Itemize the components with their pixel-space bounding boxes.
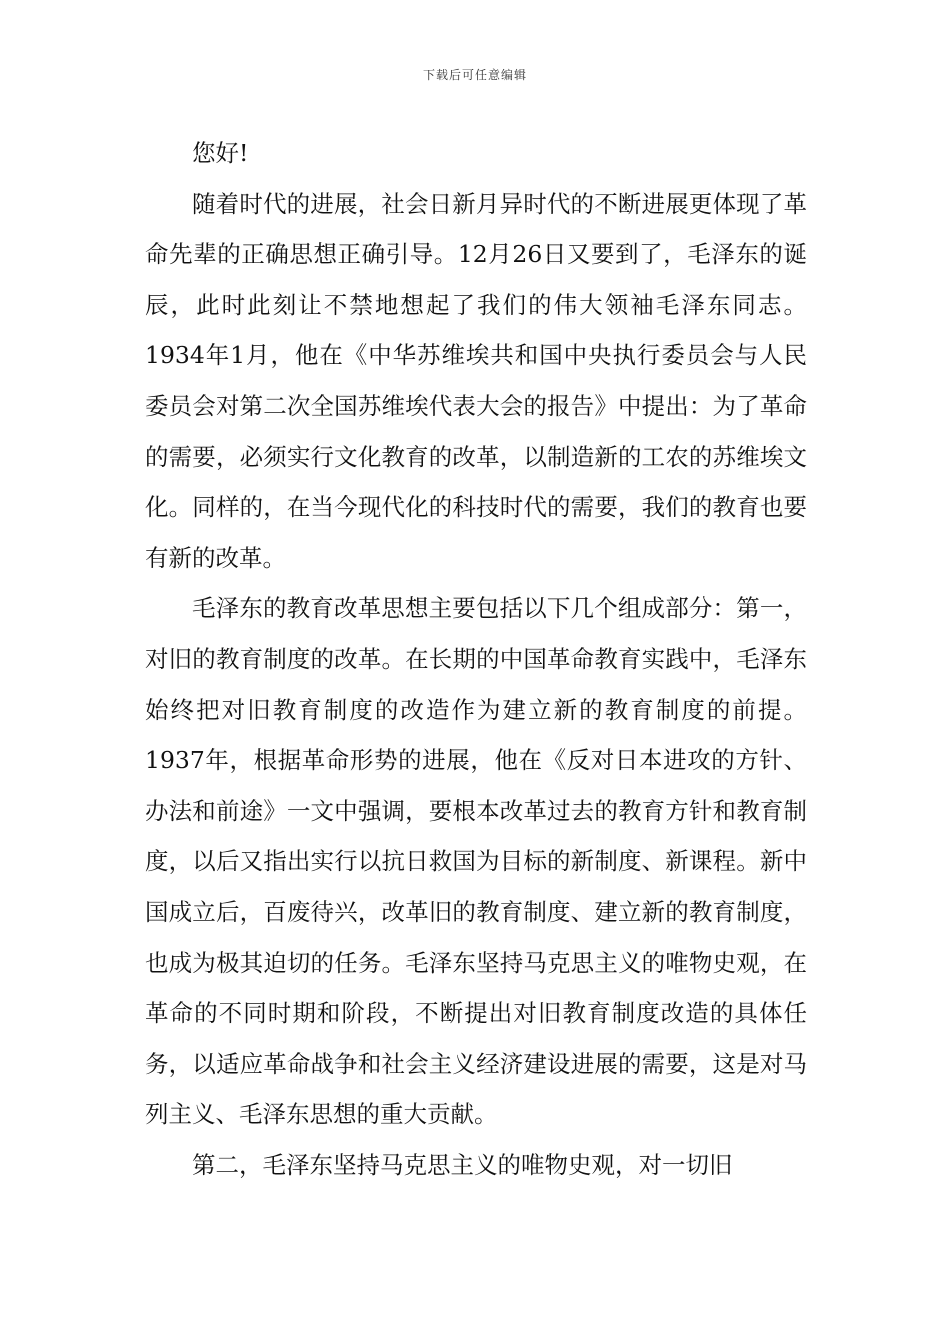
greeting: 您好! bbox=[192, 139, 249, 167]
paragraph-3: 第二，毛泽东坚持马克思主义的唯物史观，对一切旧 bbox=[192, 1150, 733, 1179]
paragraph-1: 随着时代的进展，社会日新月异时代的不断进展更体现了革命先辈的正确思想正确引导。12月26日又要到了，毛泽东的诞辰，此时此刻让不禁地想起了我们的伟大领袖毛泽东同志。1934年1月，他在《中华苏维埃共和国中央执行委员会与人民委员会对第二次全国苏维埃代表大会的报告》中提出：为了革命的需要，必须实行文化教育的改革，以制造新的工农的苏维埃文化。同样的，在当今现代化的科技时代的需要，我们的教育也要有新的改革。 bbox=[145, 189, 807, 572]
page-header-note: 下载后可任意编辑 bbox=[422, 68, 527, 82]
document-body bbox=[145, 128, 807, 1190]
paragraph-2: 毛泽东的教育改革思想主要包括以下几个组成部分：第一，对旧的教育制度的改革。在长期的中国革命教育实践中，毛泽东始终把对旧教育制度的改造作为建立新的教育制度的前提。1937年，根据革命形势的进展，他在《反对日本进攻的方针、办法和前途》一文中强调，要根本改革过去的教育方针和教育制度，以后又指出实行以抗日救国为目标的新制度、新课程。新中国成立后，百废待兴，改革旧的教育制度、建立新的教育制度，也成为极其迫切的任务。毛泽东坚持马克思主义的唯物史观，在革命的不同时期和阶段，不断提出对旧教育制度改造的具体任务，以适应革命战争和社会主义经济建设进展的需要，这是对马列主义、毛泽东思想的重大贡献。 bbox=[145, 594, 807, 1129]
